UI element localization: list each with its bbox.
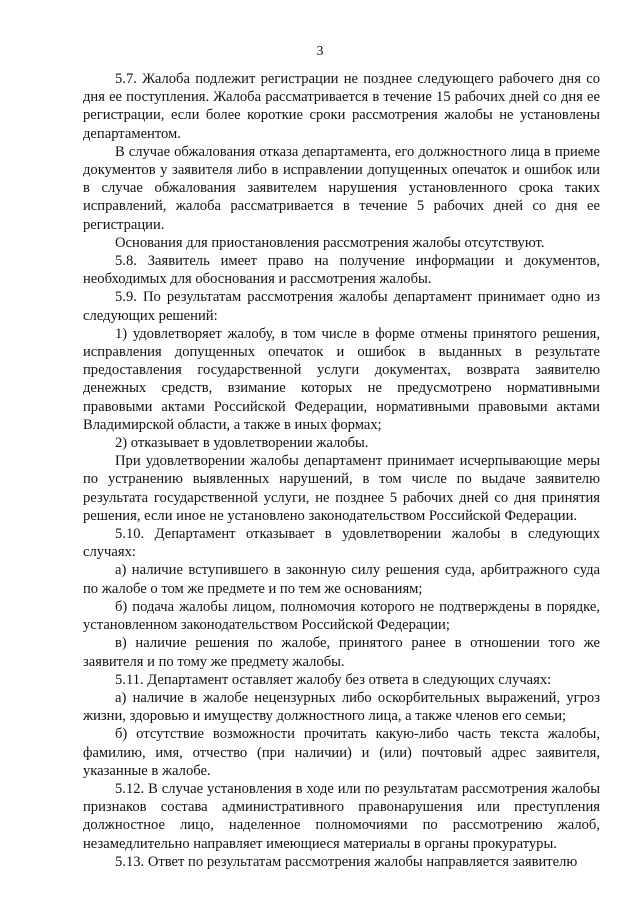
paragraph-5-10: 5.10. Департамент отказывает в удовлетворении жалобы в следующих случаях: xyxy=(83,526,600,561)
paragraph-5-7: 5.7. Жалоба подлежит регистрации не позднее следующего рабочего дня со дня ее поступления. Жалоба рассматривается в течение 15 рабочих дней со дня ее регистрации, если более короткие сроки рассмотрения жалобы не установлены департаментом. xyxy=(83,71,600,142)
list-item-5-11-b: б) отсутствие возможности прочитать какую-либо часть текста жалобы, фамилию, имя, отчество (при наличии) и (или) почтовый адрес заявителя, указанные в жалобе. xyxy=(83,726,600,779)
paragraph-5-13: 5.13. Ответ по результатам рассмотрения жалобы направляется заявителю xyxy=(115,853,578,870)
paragraph-appeal-refusal: В случае обжалования отказа департамента, его должностного лица в приеме документов у заявителя либо в исправлении допущенных опечаток и ошибок или в случае обжалования заявителем нарушения установленного срока таких исправлений, жалоба рассматривается в течение 5 рабочих дней со дня ее регистрации. xyxy=(83,143,600,233)
paragraph-satisfaction-measures: При удовлетворении жалобы департамент принимает исчерпывающие меры по устранению выявленных нарушений, в том числе по выдаче заявителю результата государственной услуги, не позднее 5 рабочих дней со дня принятия решения, если иное не установлено законодательством Российской Федерации. xyxy=(83,453,600,524)
list-item-5-11-a: а) наличие в жалобе нецензурных либо оскорбительных выражений, угроз жизни, здоровью и имуществу должностного лица, а также членов его семьи; xyxy=(83,689,600,725)
list-item-5-10-b: б) подача жалобы лицом, полномочия которого не подтверждены в порядке, установленном законодательством Российской Федерации; xyxy=(83,598,600,634)
paragraph-no-suspension: Основания для приостановления рассмотрения жалобы отсутствуют. xyxy=(115,234,545,251)
paragraph-5-8: 5.8. Заявитель имеет право на получение информации и документов, необходимых для обоснования и рассмотрения жалобы. xyxy=(83,253,600,288)
list-item-5-10-a: а) наличие вступившего в законную силу решения суда, арбитражного суда по жалобе о том же предмете и по тем же основаниям; xyxy=(83,562,600,597)
paragraph-5-9: 5.9. По результатам рассмотрения жалобы департамент принимает одно из следующих решений: xyxy=(83,289,600,324)
list-item-5-9-2: 2) отказывает в удовлетворении жалобы. xyxy=(115,435,369,452)
list-item-5-9-1: 1) удовлетворяет жалобу, в том числе в форме отмены принятого решения, исправления допущенных опечаток и ошибок в выданных в результате предоставления государственной услуги документах, возврата заявителю денежных средств, взимание которых не предусмотрено нормативными правовыми актами Российской Федерации, нормативными правовыми актами Владимирской области, а также в иных формах; xyxy=(83,325,600,433)
document-body xyxy=(83,70,600,871)
paragraph-5-11: 5.11. Департамент оставляет жалобу без ответа в следующих случаях: xyxy=(115,671,552,688)
page-number: 3 xyxy=(316,44,324,59)
list-item-5-10-c: в) наличие решения по жалобе, принятого ранее в отношении того же заявителя и по тому же предмету жалобы. xyxy=(83,635,600,670)
paragraph-5-12: 5.12. В случае установления в ходе или по результатам рассмотрения жалобы признаков состава административного правонарушения или преступления должностное лицо, наделенное полномочиями по рассмотрению жалоб, незамедлительно направляет имеющиеся материалы в органы прокуратуры. xyxy=(83,780,600,852)
